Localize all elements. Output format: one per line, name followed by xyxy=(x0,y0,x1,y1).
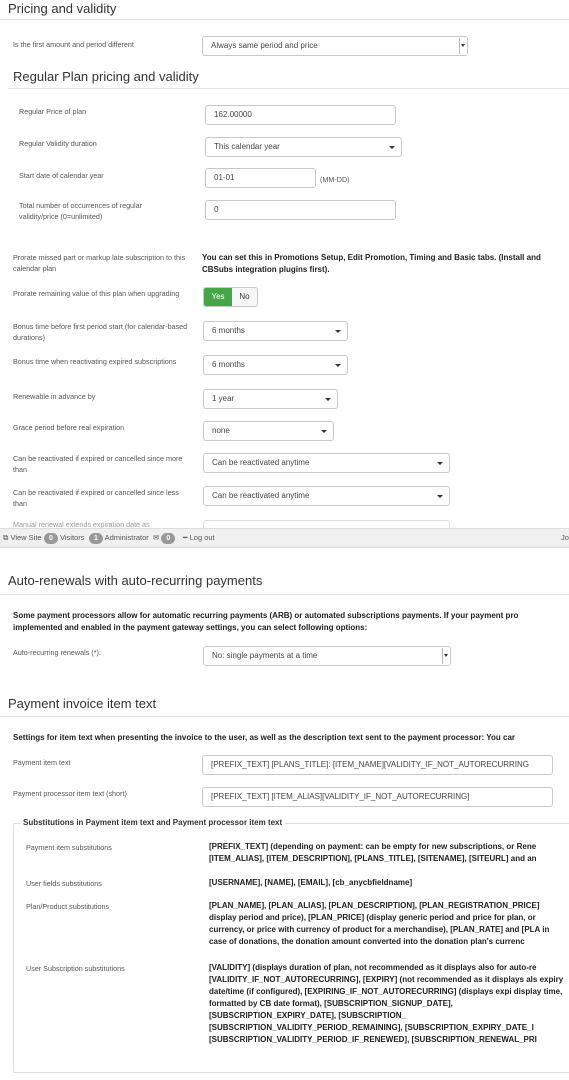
item-text-label: Payment item text xyxy=(13,758,71,767)
first-amount-select[interactable] xyxy=(202,36,468,56)
prorate-toggle[interactable] xyxy=(203,287,258,307)
renewable-label: Renewable in advance by xyxy=(13,392,96,401)
payment-item-subs-label: Payment item substitutions xyxy=(26,843,112,852)
reactivate-less-value: Can be reactivated anytime xyxy=(212,491,310,500)
logout-link[interactable] xyxy=(183,529,215,547)
validity-select[interactable] xyxy=(205,137,402,157)
manual-renewal-select[interactable] xyxy=(203,520,450,528)
plan-subs-text: [PLAN_NAME], [PLAN_ALIAS], [PLAN_DESCRIPTION], [PLAN_REGISTRATION_PRICE] display period and price), [PLAN_PRICE] (display generic period and price for plan, or currency, or price with currency of product for a merchandise), [PLAN_RATE] and [PLA in case of donations, the donation amount converted into the donation plan's currenc xyxy=(209,901,550,946)
first-amount-label: Is the first amount and period different xyxy=(13,40,134,49)
chevron-down-icon xyxy=(321,430,327,433)
start-date-hint: (MM-DD) xyxy=(320,175,350,184)
chevron-down-icon xyxy=(335,330,341,333)
renewable-select[interactable] xyxy=(203,389,338,409)
visitors-indicator[interactable] xyxy=(44,529,84,547)
grace-value: none xyxy=(212,426,230,435)
admin-status-bar xyxy=(0,528,569,548)
admin-label: Administrator xyxy=(104,533,149,542)
bonus-first-label: Bonus time before first period start (for calendar-based durations) xyxy=(13,322,188,342)
bonus-first-select[interactable] xyxy=(203,321,348,341)
first-amount-value: Always same period and price xyxy=(211,41,318,50)
chevron-down-icon xyxy=(389,146,395,149)
divider xyxy=(0,594,569,595)
processor-text-input[interactable]: [PREFIX_TEXT] [ITEM_ALIAS][VALIDITY_IF_NOT_AUTORECURRING] xyxy=(202,787,553,807)
chevron-down-icon xyxy=(325,398,331,401)
messages-indicator[interactable] xyxy=(153,529,175,547)
reactivate-more-value: Can be reactivated anytime xyxy=(212,458,310,467)
bonus-first-value: 6 months xyxy=(212,326,245,335)
user-fields-subs-text: [USERNAME], [NAME], [EMAIL], [cb_anycbfieldname] xyxy=(209,878,413,887)
start-date-label: Start date of calendar year xyxy=(19,171,104,180)
prorate-missed-text: You can set this in Promotions Setup, Edit Promotion, Timing and Basic tabs. (Install and CBSubs integration plugins first). xyxy=(202,253,541,274)
validity-label: Regular Validity duration xyxy=(19,139,97,148)
recurring-value: No: single payments at a time xyxy=(212,651,318,660)
divider xyxy=(0,19,569,20)
visitors-label: Visitors xyxy=(60,533,85,542)
user-sub-subs-text: [VALIDITY] (displays duration of plan, not recommended as it displays also for auto-re [VALIDITY_IF_NOT_AUTORECURRING], [EXPIRY] (not recommended as it displays als expiry date/time (if configured), [EXPIRING_IF_NOT_AUTORECURRING] (displays expi display time, formatted by CB date format), [SUBSCRIPTION_SIGNUP_DATE], [SUBSCRIPTION_EXPIRY_DATE], [SUBSCRIPTION_ [SUBSCRIPTION_VALIDITY_PERIOD_REMAINING], [SUBSCRIPTION_EXPIRY_DATE_I [SUBSCRIPTION_VALIDITY_PERIOD_IF_RENEWED], [SUBSCRIPTION_RENEWAL_PRI xyxy=(209,963,564,1044)
chevron-down-icon xyxy=(437,462,443,465)
minus-icon: ━ xyxy=(183,533,188,542)
mail-icon: ✉ xyxy=(153,533,160,542)
reactivate-more-label: Can be reactivated if expired or cancelled since more than xyxy=(13,454,183,474)
view-site-label: View Site xyxy=(10,533,42,542)
grace-select[interactable] xyxy=(203,421,334,441)
visitors-badge: 0 xyxy=(44,533,58,544)
external-link-icon: ⧉ xyxy=(3,533,9,542)
admin-badge: 1 xyxy=(89,533,103,544)
bonus-reactivate-select[interactable] xyxy=(203,355,348,375)
recurring-label: Auto-recurring renewals (*): xyxy=(13,648,101,657)
toggle-yes[interactable]: Yes xyxy=(204,288,232,306)
view-site-link[interactable] xyxy=(3,529,42,547)
price-input[interactable]: 162.00000 xyxy=(205,105,396,125)
occurrences-label: Total number of occurrences of regular validity/price (0=unlimited) xyxy=(19,201,143,221)
auto-renewals-heading: Auto-renewals with auto-recurring payments xyxy=(8,573,263,588)
pricing-validity-heading: Pricing and validity xyxy=(8,1,117,16)
plan-subs-label: Plan/Product substitutions xyxy=(26,902,110,911)
occurrences-input[interactable]: 0 xyxy=(205,200,396,220)
invoice-description: Settings for item text when presenting the invoice to the user, as well as the description text sent to the payment processor: You car xyxy=(13,733,516,742)
manual-renewal-label: Manual renewal extends expiration date as xyxy=(13,520,150,528)
auto-renewals-description: Some payment processors allow for automatic recurring payments (ARB) or automated subscriptions payments. If your payment pro implemented and enabled in the payment gateway settings, you can select following options: xyxy=(13,611,519,632)
user-fields-subs-label: User fields substitutions xyxy=(26,879,102,888)
toggle-no[interactable]: No xyxy=(232,288,257,306)
prorate-remaining-label: Prorate remaining value of this plan when upgrading xyxy=(13,289,180,298)
reactivate-less-select[interactable] xyxy=(203,486,450,506)
processor-text-label: Payment processor item text (short) xyxy=(13,789,127,798)
select-arrow-icon xyxy=(459,38,466,54)
statusbar-right-text: Jo xyxy=(561,533,569,542)
prorate-missed-label: Prorate missed part or markup late subscription to this calendar plan xyxy=(13,253,186,273)
substitutions-legend: Substitutions in Payment item text and Payment processor item text xyxy=(20,818,285,827)
logout-label: Log out xyxy=(189,533,215,542)
price-label: Regular Price of plan xyxy=(19,107,87,116)
messages-badge: 0 xyxy=(161,533,175,544)
select-arrow-icon xyxy=(442,648,449,664)
item-text-input[interactable]: [PREFIX_TEXT] [PLANS_TITLE]: [ITEM_NAME][VALIDITY_IF_NOT_AUTORECURRING xyxy=(202,755,553,775)
reactivate-less-label: Can be reactivated if expired or cancelled since less than xyxy=(13,488,179,508)
renewable-value: 1 year xyxy=(212,394,235,403)
bonus-reactivate-value: 6 months xyxy=(212,360,245,369)
recurring-select[interactable] xyxy=(203,646,451,666)
admin-indicator[interactable] xyxy=(89,529,149,547)
chevron-down-icon xyxy=(437,495,443,498)
divider xyxy=(0,716,569,717)
reactivate-more-select[interactable] xyxy=(203,453,450,473)
bonus-reactivate-label: Bonus time when reactivating expired subscriptions xyxy=(13,357,177,366)
start-date-input[interactable]: 01-01 xyxy=(205,168,316,188)
divider xyxy=(8,88,569,89)
regular-plan-heading: Regular Plan pricing and validity xyxy=(13,69,199,84)
user-sub-subs-label: User Subscription substitutions xyxy=(26,964,125,973)
invoice-heading: Payment invoice item text xyxy=(8,696,157,711)
grace-label: Grace period before real expiration xyxy=(13,423,125,432)
chevron-down-icon xyxy=(335,364,341,367)
validity-value: This calendar year xyxy=(214,142,280,151)
payment-item-subs-text: [PREFIX_TEXT] (depending on payment: can be empty for new subscriptions, or Rene [ITEM_ALIAS], [ITEM_DESCRIPTION], [PLANS_TITLE], [SITENAME], [SITEURL] and an xyxy=(209,842,537,863)
